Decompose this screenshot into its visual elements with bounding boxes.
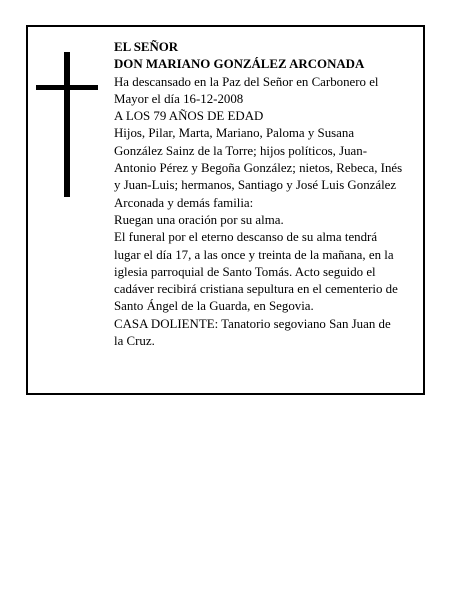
notice-body-line-10: El funeral por el eterno descanso de su alma tendrá	[114, 230, 378, 245]
notice-body-line-13: cadáver recibirá cristiana sepultura en el cementerio de	[114, 282, 398, 297]
deceased-name: DON MARIANO GONZÁLEZ ARCONADA	[114, 57, 365, 72]
notice-body-line-16: la Cruz.	[114, 334, 155, 349]
notice-body-line-4: Hijos, Pilar, Marta, Mariano, Paloma y Susana	[114, 126, 355, 141]
notice-body-line-1: Ha descansado en la Paz del Señor en Carbonero el	[114, 74, 379, 89]
notice-title-line-1: EL SEÑOR	[114, 40, 179, 54]
notice-body-line-14: Santo Ángel de la Guarda, en Segovia.	[114, 299, 314, 314]
notice-body-line-2: Mayor el día 16-12-2008	[114, 91, 244, 106]
notice-text	[114, 39, 416, 350]
cross-horizontal-bar	[36, 85, 98, 90]
notice-body-line-8: Arconada y demás familia:	[114, 195, 254, 210]
age-line: A LOS 79 AÑOS DE EDAD	[114, 109, 264, 124]
notice-body-line-6: Antonio Pérez y Begoña González; nietos, Rebeca, Inés	[114, 161, 403, 176]
cross-icon	[36, 52, 98, 197]
cross-vertical-bar	[64, 52, 70, 197]
funeral-home-line: CASA DOLIENTE: Tanatorio segoviano San Juan de	[114, 316, 391, 331]
notice-body-line-5: González Sainz de la Torre; hijos políticos, Juan-	[114, 143, 368, 158]
notice-body-line-12: iglesia parroquial de Santo Tomás. Acto seguido el	[114, 264, 376, 279]
notice-body-line-11: lugar el día 17, a las once y treinta de la mañana, en la	[114, 247, 394, 262]
prayer-request-line: Ruegan una oración por su alma.	[114, 212, 284, 227]
notice-body-line-7: y Juan-Luis; hermanos, Santiago y José Luis González	[114, 178, 397, 193]
